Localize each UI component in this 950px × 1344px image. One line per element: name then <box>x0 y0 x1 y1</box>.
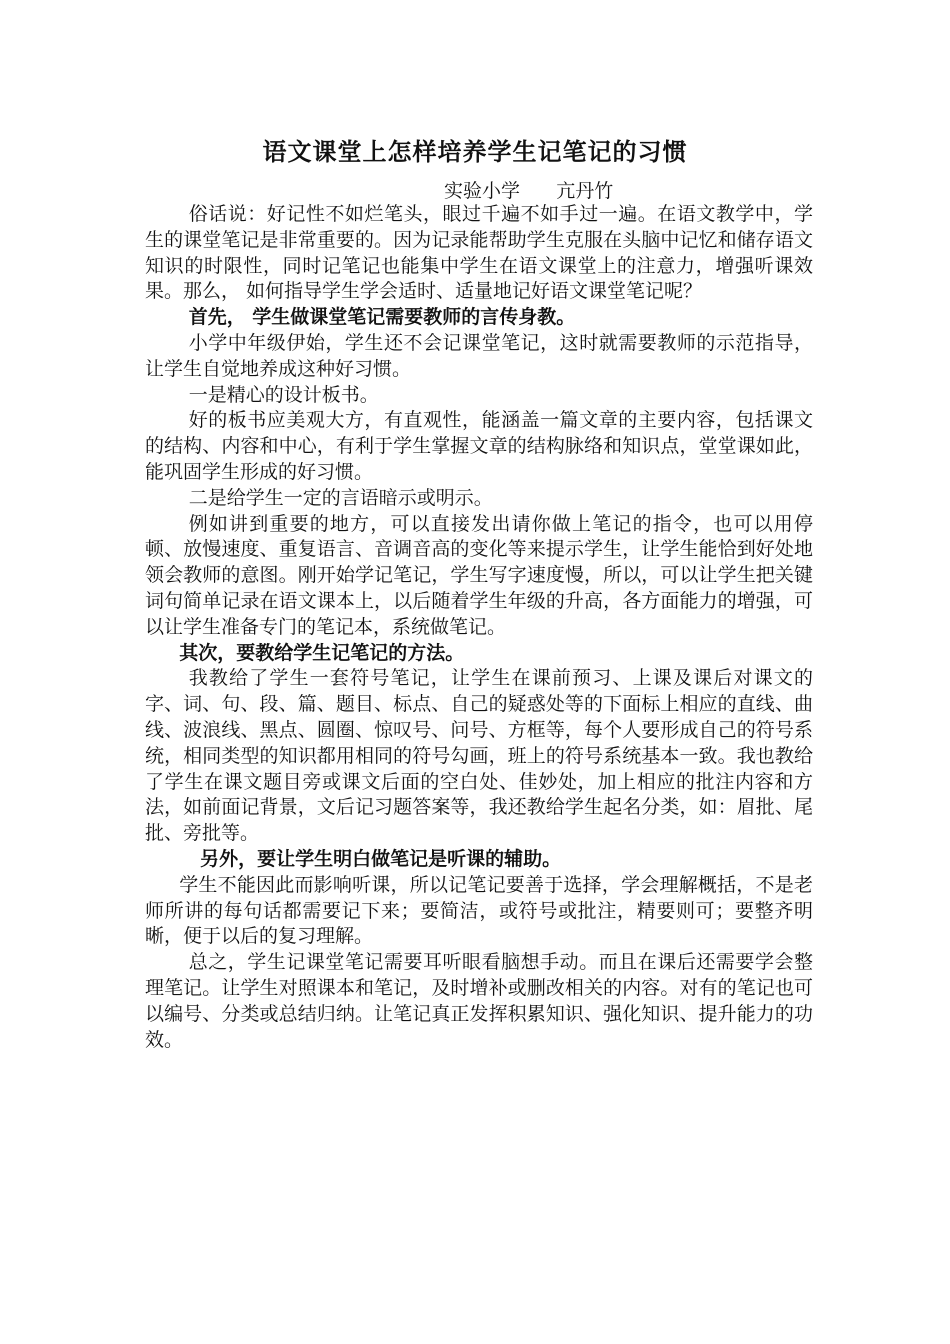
paragraph: 例如讲到重要的地方，可以直接发出请你做上笔记的指令，也可以用停顿、放慢速度、重复语言、音调音高的变化等来提示学生，让学生能恰到好处地领会教师的意图。刚开始学记笔记，学生写字速度慢，所以，可以让学生把关键词句简单记录在语文课本上，以后随着学生年级的升高，各方面能力的增强，可以让学生准备专门的笔记本，系统做笔记。 <box>145 512 813 638</box>
subpoint-heading: 二是给学生一定的言语暗示或明示。 <box>188 486 493 509</box>
document-title: 语文课堂上怎样培养学生记笔记的习惯 <box>262 137 688 166</box>
paragraph: 我教给了学生一套符号笔记，让学生在课前预习、上课及课后对课文的字、词、句、段、篇、题目、标点、自己的疑惑处等的下面标上相应的直线、曲线、波浪线、黑点、圆圈、惊叹号、问号、方框等，每个人要形成自己的符号系统，相同类型的知识都用相同的符号勾画，班上的符号系统基本一致。我也教给了学生在课文题目旁或课文后面的空白处、佳妙处，加上相应的批注内容和方法，如前面记背景，文后记习题答案等，我还教给学生起名分类，如：眉批、尾批、旁批等。 <box>145 667 813 845</box>
section-heading-first: 首先， 学生做课堂笔记需要教师的言传身教。 <box>188 306 576 329</box>
section-heading-third: 另外，要让学生明白做笔记是听课的辅助。 <box>200 847 562 870</box>
article-body <box>145 202 813 1053</box>
paragraph-conclusion: 总之，学生记课堂笔记需要耳听眼看脑想手动。而且在课后还需要学会整理笔记。让学生对照课本和笔记，及时增补或删改相关的内容。对有的笔记也可以编号、分类或总结归纳。让笔记真正发挥积累知识、强化知识、提升能力的功效。 <box>145 951 813 1051</box>
paragraph: 好的板书应美观大方，有直观性，能涵盖一篇文章的主要内容，包括课文的结构、内容和中心，有利于学生掌握文章的结构脉络和知识点，堂堂课如此，能巩固学生形成的好习惯。 <box>145 409 813 483</box>
paragraph: 学生不能因此而影响听课，所以记笔记要善于选择，学会理解概括，不是老师所讲的每句话都需要记下来；要简洁，或符号或批注，精要则可；要整齐明晰，便于以后的复习理解。 <box>145 873 813 948</box>
section-heading-second: 其次，要教给学生记笔记的方法。 <box>179 641 465 664</box>
author-byline: 实验小学 亢丹竹 <box>444 180 614 202</box>
subpoint-heading: 一是精心的设计板书。 <box>188 383 379 406</box>
paragraph: 小学中年级伊始，学生还不会记课堂笔记，这时就需要教师的示范指导，让学生自觉地养成这种好习惯。 <box>145 331 813 380</box>
paragraph-intro: 俗话说：好记性不如烂笔头，眼过千遍不如手过一遍。在语文教学中，学生的课堂笔记是非常重要的。因为记录能帮助学生克服在头脑中记忆和储存语文知识的时限性，同时记笔记也能集中学生在语文课堂上的注意力，增强听课效果。那么， 如何指导学生学会适时、适量地记好语文课堂笔记呢？ <box>145 203 813 303</box>
